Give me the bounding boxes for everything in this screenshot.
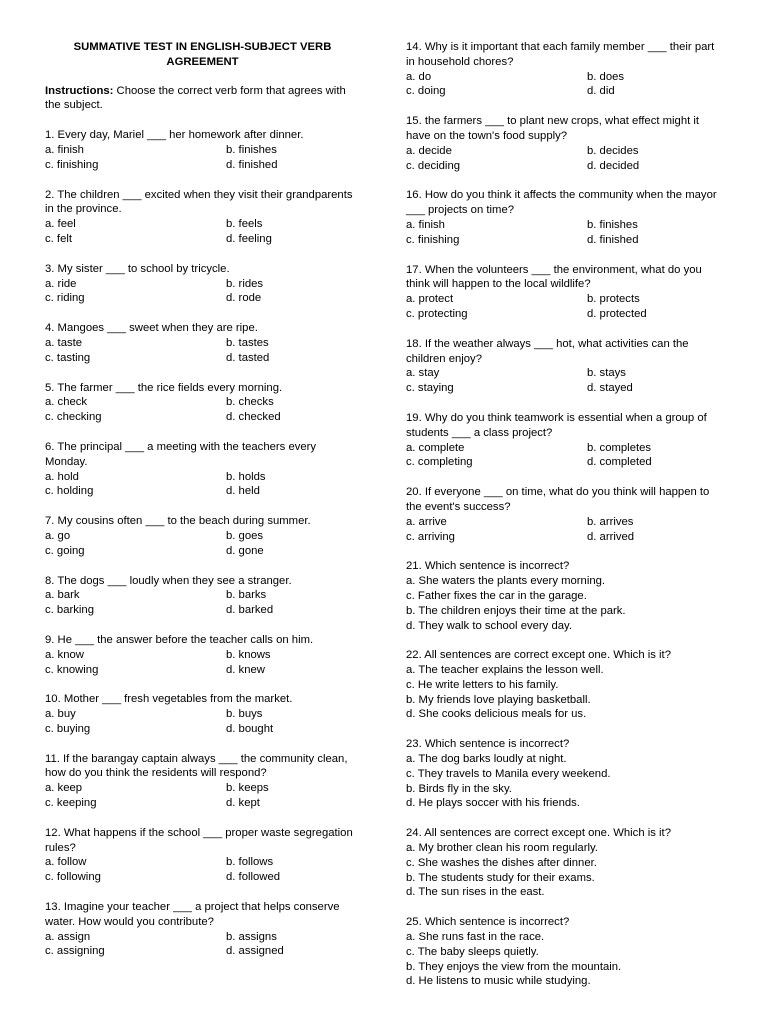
option-d: d. completed (587, 456, 652, 469)
answer-options (45, 217, 360, 247)
question-text: 8. The dogs ___ loudly when they see a stranger. (45, 574, 292, 587)
option-c: c. completing (406, 456, 473, 469)
option-b: b. rides (226, 277, 264, 290)
sentence-option: d. He listens to music while studying. (406, 975, 591, 988)
sentence-option: a. She waters the plants every morning. (406, 575, 606, 588)
option-d: d. held (226, 485, 260, 498)
question-text: 12. What happens if the school ___ proper waste segregation rules? (45, 826, 353, 854)
answer-options (406, 515, 726, 545)
question-text: 1. Every day, Mariel ___ her homework after dinner. (45, 129, 304, 142)
sentence-option: b. They enjoys the view from the mountain. (406, 960, 622, 973)
question-item (45, 262, 360, 306)
option-c: c. finishing (406, 233, 460, 246)
question-item (45, 633, 360, 677)
option-c: c. finishing (45, 158, 99, 171)
option-c: c. riding (45, 292, 85, 305)
question-text: 10. Mother ___ fresh vegetables from the market. (45, 693, 293, 706)
question-item (406, 737, 726, 811)
question-item (45, 128, 360, 172)
question-item (406, 40, 726, 99)
option-b: b. stays (587, 367, 626, 380)
answer-options (45, 470, 360, 500)
option-d: d. feeling (226, 232, 272, 245)
option-d: d. followed (226, 871, 281, 884)
question-item (406, 648, 726, 722)
option-a: a. do (406, 70, 432, 83)
option-b: b. keeps (226, 782, 269, 795)
option-b: b. checks (226, 396, 274, 409)
question-item (45, 321, 360, 365)
option-c: c. staying (406, 382, 454, 395)
answer-options (406, 841, 726, 900)
option-c: c. following (45, 871, 101, 884)
answer-options (45, 707, 360, 737)
option-c: c. keeping (45, 797, 97, 810)
sentence-option: b. My friends love playing basketball. (406, 693, 591, 706)
sentence-option: a. My brother clean his room regularly. (406, 842, 598, 855)
question-text: 15. the farmers ___ to plant new crops, what effect might it have on the town's food supply? (406, 115, 700, 142)
answer-options (406, 144, 726, 174)
option-c: c. deciding (406, 159, 461, 172)
sentence-option: b. The students study for their exams. (406, 871, 595, 884)
question-item (406, 188, 726, 247)
option-a: a. assign (45, 930, 91, 943)
question-item (45, 381, 360, 425)
option-d: d. finished (587, 233, 639, 246)
option-d: d. tasted (226, 351, 270, 364)
instructions-label: Instructions: (45, 84, 114, 97)
sentence-option: d. They walk to school every day. (406, 619, 572, 632)
instructions-text: Choose the correct verb form that agrees with the subject. (45, 84, 346, 112)
option-b: b. holds (226, 470, 266, 483)
option-c: c. barking (45, 604, 94, 617)
answer-options (406, 218, 726, 248)
question-item (406, 559, 726, 633)
answer-options (406, 663, 726, 722)
left-column (45, 40, 360, 959)
answer-options (406, 752, 726, 811)
answer-options (45, 395, 360, 425)
question-item (406, 337, 726, 396)
option-a: a. ride (45, 277, 77, 290)
option-b: b. decides (587, 144, 639, 157)
answer-options (406, 930, 726, 989)
sentence-question-list (406, 559, 726, 989)
question-text: 4. Mangoes ___ sweet when they are ripe. (45, 322, 258, 335)
question-text: 7. My cousins often ___ to the beach during summer. (45, 515, 311, 528)
sentence-option: d. She cooks delicious meals for us. (406, 708, 587, 721)
question-text: 24. All sentences are correct except one. Which is it? (406, 827, 671, 840)
option-c: c. buying (45, 722, 91, 735)
right-column (406, 40, 726, 989)
option-d: d. finished (226, 158, 278, 171)
option-b: b. finishes (587, 218, 638, 231)
option-a: a. check (45, 396, 88, 409)
option-a: a. keep (45, 782, 83, 795)
option-d: d. arrived (587, 530, 635, 543)
question-item (45, 752, 360, 811)
question-item (406, 411, 726, 470)
question-text: 13. Imagine your teacher ___ a project that helps conserve water. How would you contribute? (45, 901, 340, 928)
option-c: c. arriving (406, 530, 455, 543)
option-d: d. did (587, 85, 615, 98)
sentence-option: c. They travels to Manila every weekend. (406, 767, 611, 780)
option-b: b. goes (226, 529, 264, 542)
option-b: b. protects (587, 293, 640, 306)
option-c: c. checking (45, 411, 102, 424)
sentence-option: c. The baby sleeps quietly. (406, 945, 539, 958)
question-text: 22. All sentences are correct except one. Which is it? (406, 649, 671, 662)
question-item (406, 263, 726, 322)
question-item (45, 826, 360, 885)
question-item (406, 915, 726, 989)
answer-options (45, 336, 360, 366)
question-text: 25. Which sentence is incorrect? (406, 916, 570, 929)
sentence-option: c. Father fixes the car in the garage. (406, 589, 587, 602)
option-a: a. know (45, 648, 84, 661)
option-c: c. felt (45, 232, 72, 245)
title-line-1: SUMMATIVE TEST IN ENGLISH-SUBJECT VERB (73, 41, 332, 53)
option-a: a. go (45, 529, 71, 542)
option-d: d. kept (226, 797, 260, 810)
page-title (45, 40, 360, 70)
right-question-list (406, 40, 726, 544)
answer-options (45, 648, 360, 678)
option-b: b. assigns (226, 930, 277, 943)
option-d: d. assigned (226, 945, 284, 958)
option-c: c. assigning (45, 945, 105, 958)
answer-options (45, 143, 360, 173)
question-text: 11. If the barangay captain always ___ the community clean, how do you think the residents will respond? (45, 752, 348, 780)
sentence-option: c. She washes the dishes after dinner. (406, 856, 597, 869)
question-text: 2. The children ___ excited when they visit their grandparents in the province. (45, 188, 353, 216)
question-item (45, 188, 360, 247)
sentence-option: b. Birds fly in the sky. (406, 782, 512, 795)
option-d: d. rode (226, 292, 262, 305)
option-b: b. knows (226, 648, 271, 661)
sentence-option: d. The sun rises in the east. (406, 886, 545, 899)
answer-options (45, 529, 360, 559)
answer-options (45, 855, 360, 885)
option-d: d. knew (226, 663, 265, 676)
question-text: 19. Why do you think teamwork is essential when a group of students ___ a class project? (406, 411, 707, 439)
option-c: c. holding (45, 485, 94, 498)
answer-options (406, 70, 726, 100)
answer-options (406, 441, 726, 471)
option-b: b. follows (226, 856, 274, 869)
question-item (406, 114, 726, 173)
question-text: 17. When the volunteers ___ the environment, what do you think will happen to the local wildlife? (406, 263, 702, 291)
sentence-option: b. The children enjoys their time at the park. (406, 604, 626, 617)
option-a: a. stay (406, 367, 440, 380)
option-b: b. buys (226, 708, 263, 721)
question-item (45, 514, 360, 558)
question-item (45, 440, 360, 499)
answer-options (45, 588, 360, 618)
option-a: a. follow (45, 856, 87, 869)
sentence-option: d. He plays soccer with his friends. (406, 797, 580, 810)
option-d: d. checked (226, 411, 281, 424)
question-text: 6. The principal ___ a meeting with the teachers every Monday. (45, 440, 317, 468)
option-c: c. going (45, 544, 85, 557)
option-a: a. feel (45, 218, 76, 231)
question-text: 9. He ___ the answer before the teacher calls on him. (45, 633, 314, 646)
question-item (45, 900, 360, 959)
answer-options (406, 292, 726, 322)
option-b: b. completes (587, 441, 652, 454)
option-a: a. finish (406, 218, 445, 231)
instructions (45, 84, 360, 114)
option-c: c. doing (406, 85, 446, 98)
option-a: a. bark (45, 589, 80, 602)
option-b: b. tastes (226, 336, 269, 349)
option-b: b. feels (226, 218, 263, 231)
answer-options (406, 366, 726, 396)
question-item (406, 485, 726, 544)
question-text: 14. Why is it important that each family member ___ their part in household chores? (406, 41, 715, 68)
question-text: 23. Which sentence is incorrect? (406, 738, 570, 751)
question-item (406, 826, 726, 900)
answer-options (45, 277, 360, 307)
answer-options (45, 781, 360, 811)
question-text: 3. My sister ___ to school by tricycle. (45, 262, 230, 275)
option-d: d. barked (226, 604, 274, 617)
option-b: b. finishes (226, 143, 277, 156)
option-c: c. tasting (45, 351, 91, 364)
sentence-option: c. He write letters to his family. (406, 678, 559, 691)
option-d: d. stayed (587, 382, 633, 395)
option-a: a. buy (45, 708, 76, 721)
answer-options (45, 930, 360, 960)
option-a: a. finish (45, 143, 84, 156)
question-text: 20. If everyone ___ on time, what do you think will happen to the event's success? (406, 486, 710, 513)
option-d: d. protected (587, 307, 647, 320)
option-a: a. protect (406, 293, 454, 306)
option-a: a. decide (406, 144, 452, 157)
option-a: a. hold (45, 470, 79, 483)
sentence-option: a. The teacher explains the lesson well. (406, 664, 604, 677)
option-b: b. barks (226, 589, 267, 602)
option-a: a. complete (406, 441, 465, 454)
option-d: d. bought (226, 722, 274, 735)
option-c: c. protecting (406, 307, 468, 320)
option-b: b. arrives (587, 515, 634, 528)
question-text: 16. How do you think it affects the community when the mayor ___ projects on time? (406, 189, 717, 217)
sentence-option: a. She runs fast in the race. (406, 931, 545, 944)
option-a: a. arrive (406, 515, 447, 528)
sentence-option: a. The dog barks loudly at night. (406, 753, 567, 766)
option-b: b. does (587, 70, 625, 83)
option-a: a. taste (45, 336, 83, 349)
question-item (45, 574, 360, 618)
question-text: 5. The farmer ___ the rice fields every morning. (45, 381, 283, 394)
option-d: d. gone (226, 544, 264, 557)
question-text: 21. Which sentence is incorrect? (406, 560, 570, 573)
answer-options (406, 574, 726, 633)
left-question-list (45, 128, 360, 959)
question-item (45, 692, 360, 736)
option-d: d. decided (587, 159, 640, 172)
option-c: c. knowing (45, 663, 99, 676)
question-text: 18. If the weather always ___ hot, what activities can the children enjoy? (406, 337, 689, 365)
title-line-2: AGREEMENT (166, 55, 239, 68)
